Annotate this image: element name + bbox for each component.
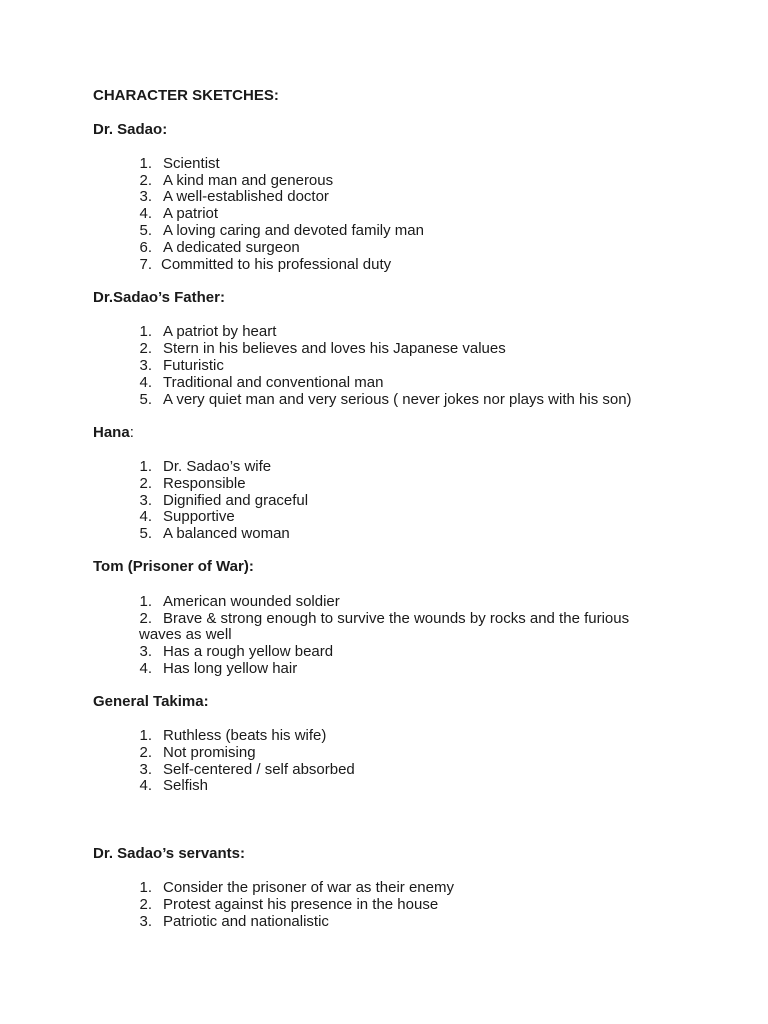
list-item: A kind man and generous [163, 172, 334, 189]
list-number: 2. [139, 172, 152, 189]
list-item: Protest against his presence in the house [163, 896, 439, 913]
list-item: Patriotic and nationalistic [163, 913, 329, 930]
list-item: Ruthless (beats his wife) [163, 727, 327, 744]
list-number: 1. [139, 323, 152, 340]
section-heading: General Takima: [93, 693, 209, 710]
list-number: 1. [139, 879, 152, 896]
list-item: Supportive [163, 508, 235, 525]
list-item: Futuristic [163, 357, 224, 374]
list-number: 4. [139, 205, 152, 222]
section-heading: Tom (Prisoner of War): [93, 558, 254, 575]
document-title: CHARACTER SKETCHES: [93, 87, 279, 104]
list-number: 1. [139, 727, 152, 744]
list-item: Traditional and conventional man [163, 374, 384, 391]
list-number: 1. [139, 593, 152, 610]
list-number: 7. [139, 256, 152, 273]
list-item: Not promising [163, 744, 256, 761]
list-item-continuation: waves as well [139, 626, 232, 643]
list-number: 2. [139, 475, 152, 492]
section-heading: Dr.Sadao’s Father: [93, 289, 225, 306]
list-item: Brave & strong enough to survive the wounds by rocks and the furious [163, 610, 630, 627]
list-item: A loving caring and devoted family man [163, 222, 424, 239]
section-heading-colon: : [129, 424, 134, 441]
list-item: Has long yellow hair [163, 660, 298, 677]
list-number: 5. [139, 525, 152, 542]
list-number: 4. [139, 660, 152, 677]
list-number: 3. [139, 357, 152, 374]
list-number: 5. [139, 391, 152, 408]
list-item: A very quiet man and very serious ( never jokes nor plays with his son) [163, 391, 632, 408]
list-item: A balanced woman [163, 525, 290, 542]
list-number: 4. [139, 508, 152, 525]
list-item: Responsible [163, 475, 246, 492]
list-number: 4. [139, 777, 152, 794]
list-item: Selfish [163, 777, 209, 794]
list-item: Self-centered / self absorbed [163, 761, 355, 778]
list-number: 3. [139, 188, 152, 205]
list-number: 2. [139, 896, 152, 913]
list-number: 1. [139, 458, 152, 475]
list-number: 5. [139, 222, 152, 239]
list-number: 1. [139, 155, 152, 172]
list-item: A patriot [163, 205, 219, 222]
list-item: Consider the prisoner of war as their enemy [163, 879, 454, 896]
list-item: Committed to his professional duty [161, 256, 392, 273]
section-heading: Dr. Sadao’s servants: [93, 845, 246, 862]
list-item: A well-established doctor [163, 188, 329, 205]
list-item: A patriot by heart [163, 323, 277, 340]
section-heading [93, 424, 134, 441]
list-item: American wounded soldier [163, 593, 340, 610]
list-number: 2. [139, 340, 152, 357]
list-item: Has a rough yellow beard [163, 643, 334, 660]
list-item: A dedicated surgeon [163, 239, 300, 256]
list-number: 3. [139, 492, 152, 509]
section-heading: Dr. Sadao: [93, 121, 168, 138]
list-item: Stern in his believes and loves his Japanese values [163, 340, 506, 357]
list-number: 3. [139, 913, 152, 930]
list-item: Dr. Sadao’s wife [163, 458, 272, 475]
list-number: 2. [139, 610, 152, 627]
list-number: 2. [139, 744, 152, 761]
list-number: 3. [139, 643, 152, 660]
section-heading-name: Hana [93, 424, 130, 441]
list-item: Scientist [163, 155, 220, 172]
list-number: 4. [139, 374, 152, 391]
list-number: 3. [139, 761, 152, 778]
list-number: 6. [139, 239, 152, 256]
list-item: Dignified and graceful [163, 492, 309, 509]
